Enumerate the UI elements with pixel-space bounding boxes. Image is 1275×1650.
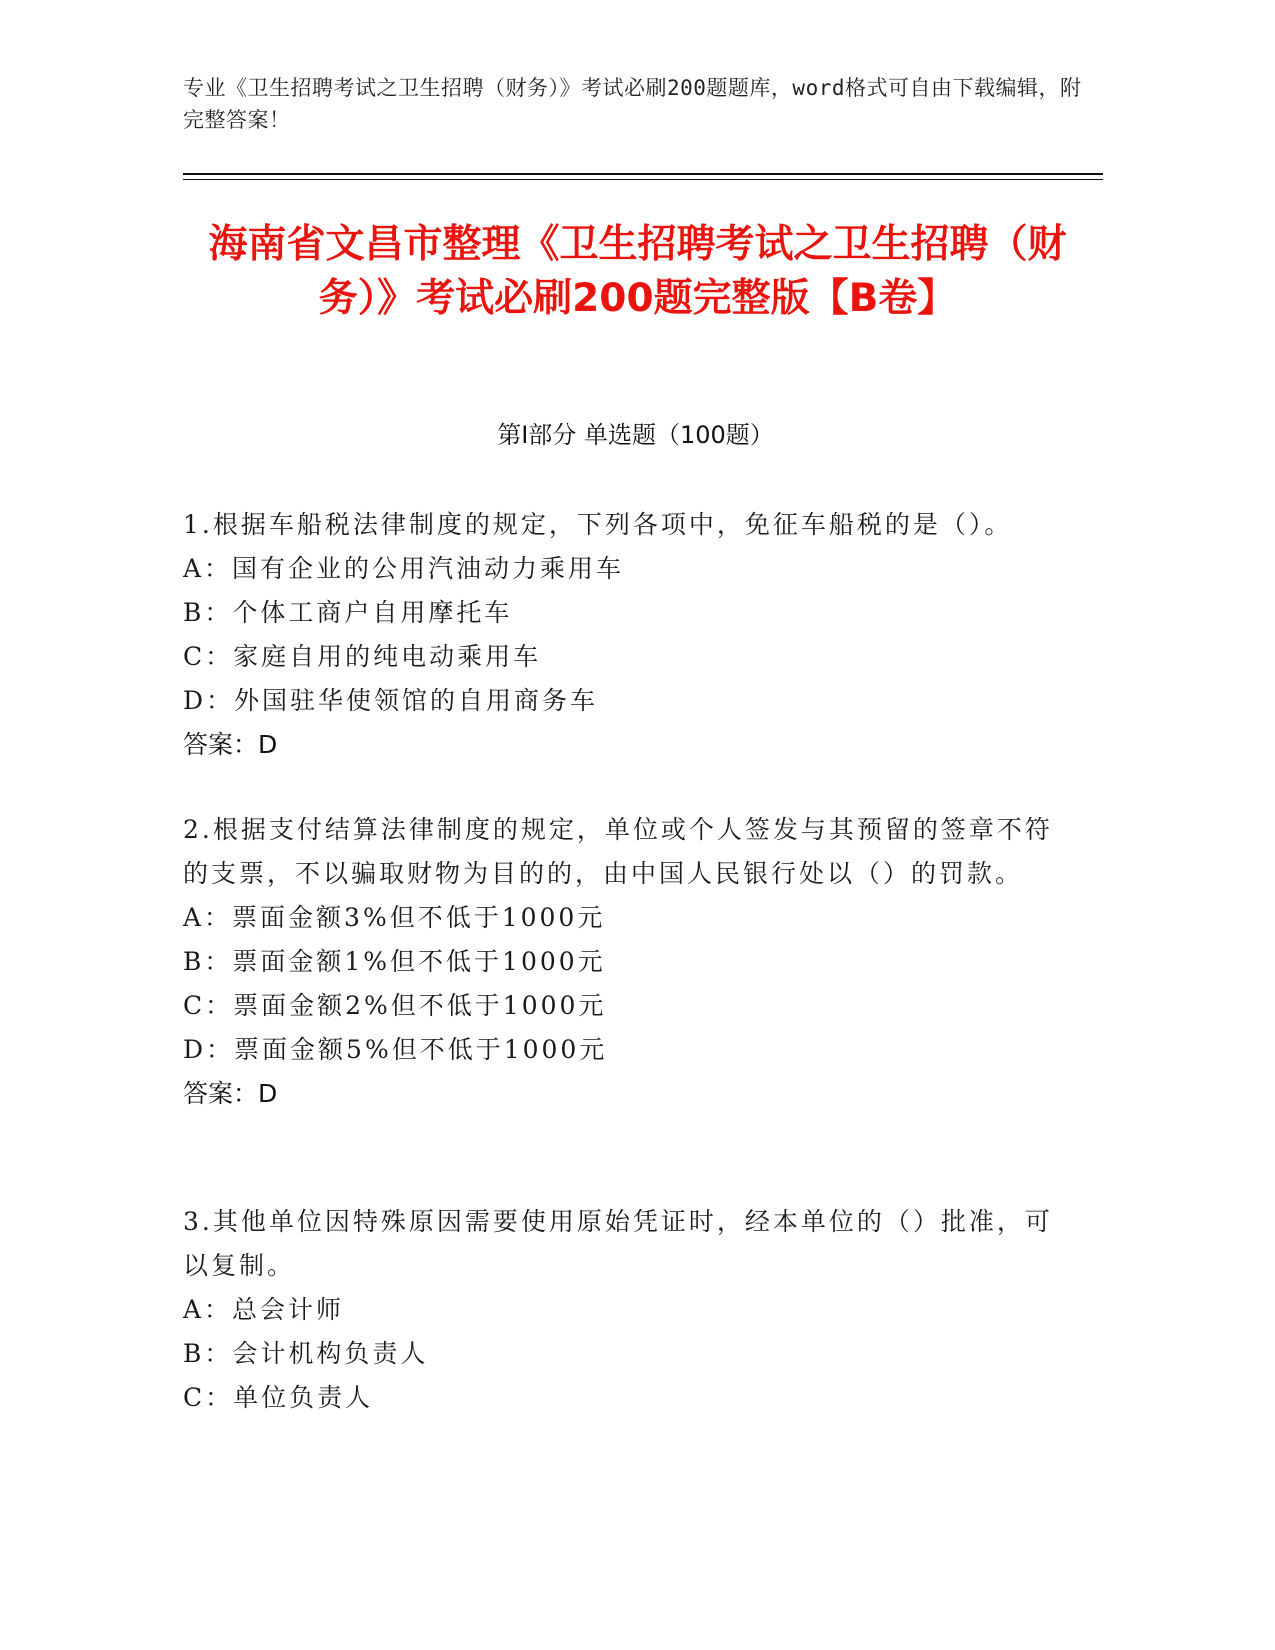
- question-stem: 2.根据支付结算法律制度的规定，单位或个人签发与其预留的签章不符的支票，不以骗取财物为目的的，由中国人民银行处以（）的罚款。: [183, 815, 1053, 888]
- option-a: A：国有企业的公用汽油动力乘用车: [183, 554, 625, 583]
- option-c: C：单位负责人: [183, 1383, 374, 1412]
- question-stem: 3.其他单位因特殊原因需要使用原始凭证时，经本单位的（）批准，可以复制。: [183, 1207, 1053, 1280]
- option-a: A：票面金额3%但不低于1000元: [183, 903, 606, 932]
- question-stem: 1.根据车船税法律制度的规定，下列各项中，免征车船税的是（）。: [183, 510, 1013, 539]
- question-2: [183, 808, 1063, 1116]
- header-divider-thick: [183, 173, 1103, 175]
- answer: 答案：D: [183, 730, 278, 759]
- option-a: A：总会计师: [183, 1295, 345, 1324]
- option-c: C：票面金额2%但不低于1000元: [183, 991, 607, 1020]
- question-3: [183, 1200, 1063, 1420]
- option-d: D：外国驻华使领馆的自用商务车: [183, 686, 599, 715]
- option-b: B：会计机构负责人: [183, 1339, 429, 1368]
- section-title: 第Ⅰ部分 单选题（100题）: [497, 421, 774, 449]
- answer: 答案：D: [183, 1079, 278, 1108]
- header-note: 专业《卫生招聘考试之卫生招聘（财务）》考试必刷200题题库，word格式可自由下载编辑，附完整答案！: [183, 76, 1082, 132]
- question-1: [183, 503, 1063, 767]
- header-divider-thin: [183, 179, 1103, 180]
- option-c: C：家庭自用的纯电动乘用车: [183, 642, 542, 671]
- option-b: B：个体工商户自用摩托车: [183, 598, 513, 627]
- option-b: B：票面金额1%但不低于1000元: [183, 947, 606, 976]
- option-d: D：票面金额5%但不低于1000元: [183, 1035, 608, 1064]
- document-title: 海南省文昌市整理《卫生招聘考试之卫生招聘（财务）》考试必刷200题完整版【B卷】: [208, 222, 1067, 321]
